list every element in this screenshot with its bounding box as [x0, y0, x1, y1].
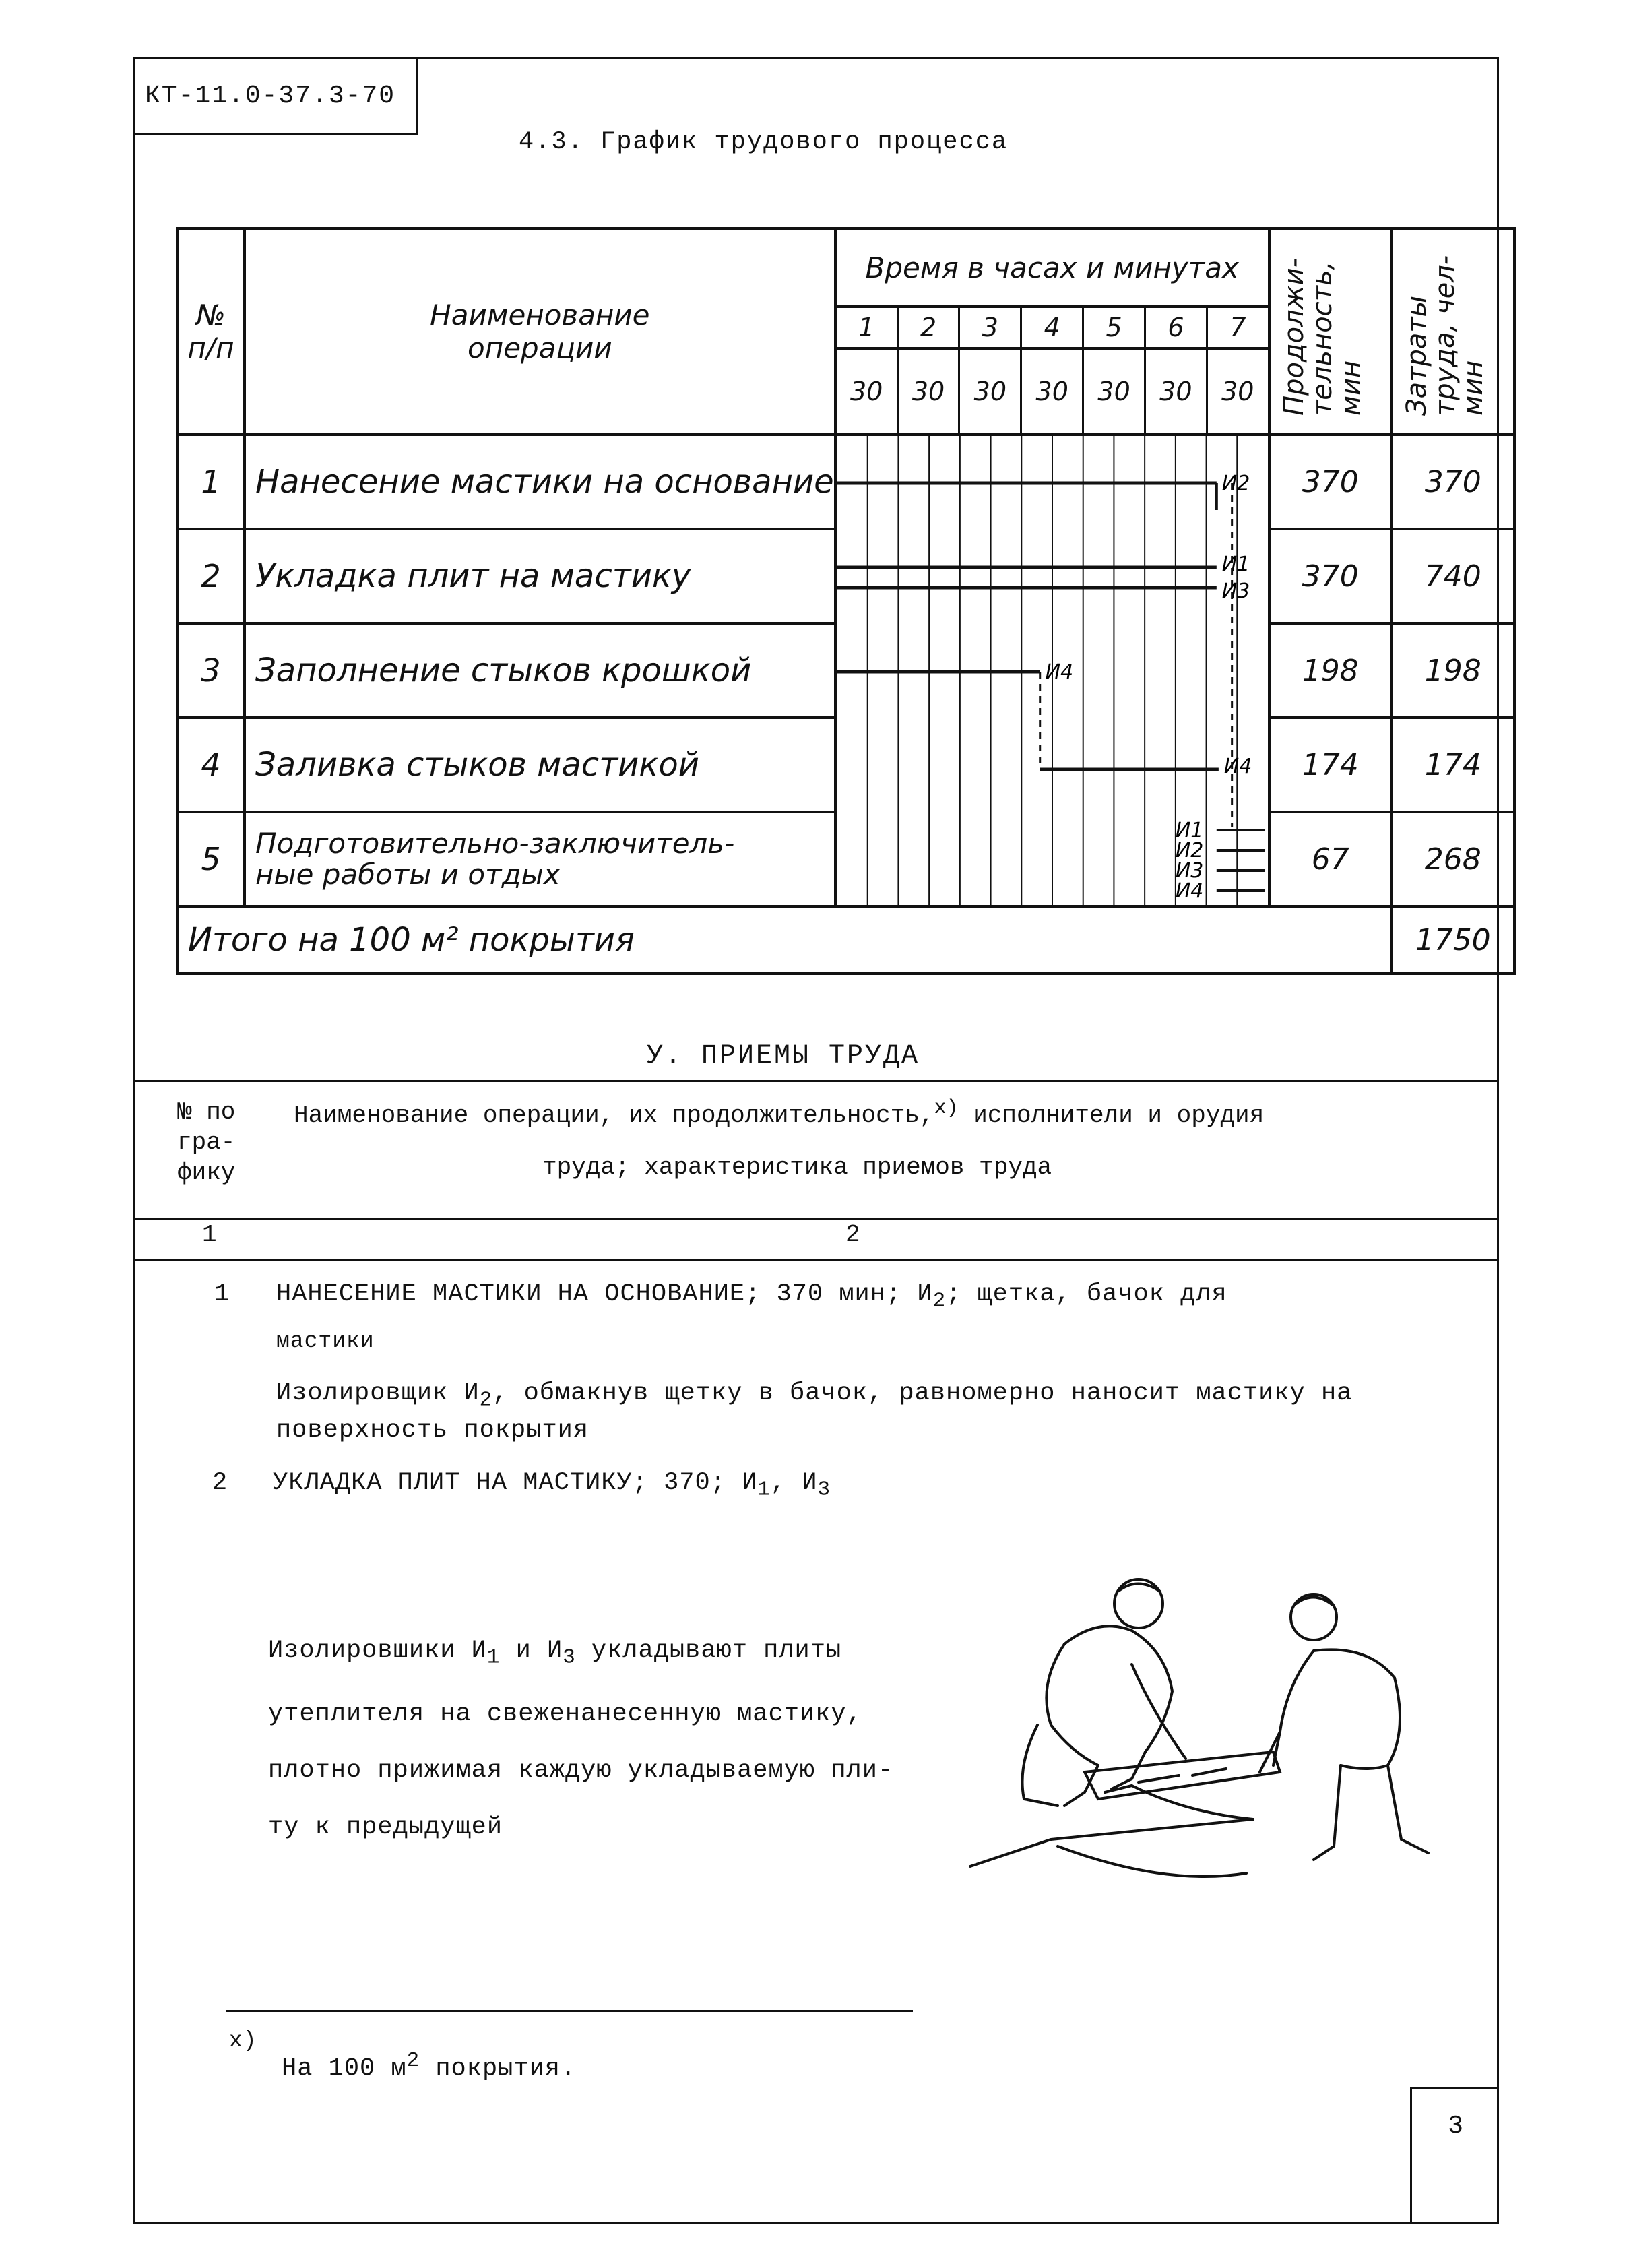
row-1-duration: 370	[1269, 435, 1392, 529]
item-2-text	[268, 1623, 893, 1856]
total-value: 1750	[1392, 906, 1514, 974]
minute-mark: 30	[1022, 350, 1084, 433]
col1-index: 1	[202, 1221, 217, 1249]
divider	[133, 1259, 1499, 1261]
gantt-worker-label: И4	[1045, 660, 1073, 684]
row-2-duration: 370	[1269, 529, 1392, 623]
item-2-text-line4: ту к предыдущей	[268, 1813, 503, 1842]
row-1-labor: 370	[1392, 435, 1514, 529]
item-1-title: НАНЕСЕНИЕ МАСТИКИ НА ОСНОВАНИЕ; 370 мин; $И_2$; щетка, бачок для	[276, 1280, 1227, 1313]
item-2-text-line3: плотно прижимая каждую укладываемую пли-	[268, 1757, 894, 1786]
hour-6: 6	[1146, 308, 1208, 347]
divider	[133, 1218, 1499, 1220]
minute-mark: 30	[1084, 350, 1146, 433]
row-2-num: 2	[177, 529, 245, 623]
col-time-header: Время в часах и минутах	[835, 228, 1269, 307]
gantt-worker-label: И1	[1221, 553, 1250, 576]
work-schedule-table	[176, 227, 1516, 975]
gantt-worker-label: И3	[1221, 579, 1250, 603]
row-3-name: Заполнение стыков крошкой	[245, 623, 835, 718]
item-1-text-cont: поверхность покрытия	[276, 1416, 589, 1445]
section-title-4-3: 4.3. График трудового процесса	[519, 128, 1009, 156]
col2-header-line2: труда; характеристика приемов труда	[542, 1154, 1052, 1181]
section-5-title: У. ПРИЕМЫ ТРУДА	[647, 1041, 920, 1071]
col1-header: № по гра-фику	[177, 1098, 236, 1187]
row-1-num: 1	[177, 435, 245, 529]
hour-3: 3	[960, 308, 1022, 347]
gantt-worker-label: И2	[1175, 839, 1204, 862]
minute-mark: 30	[899, 350, 961, 433]
hour-4: 4	[1022, 308, 1084, 347]
item-2-title: УКЛАДКА ПЛИТ НА МАСТИКУ; 370; $И_1$, $И_3$	[273, 1469, 831, 1502]
col-num-header: № п/п	[177, 228, 245, 435]
hour-2: 2	[899, 308, 961, 347]
gantt-worker-label: И3	[1175, 859, 1204, 883]
gantt-worker-label: И2	[1221, 472, 1250, 495]
item-2-num: 2	[212, 1469, 228, 1497]
minute-mark: 30	[1146, 350, 1208, 433]
total-label: Итого на 100 м² покрытия	[177, 906, 1392, 974]
minute-mark: 30	[960, 350, 1022, 433]
row-3-duration: 198	[1269, 623, 1392, 718]
col-labor-header: Затраты труда, чел-мин	[1392, 228, 1514, 435]
minute-mark: 30	[1221, 377, 1254, 406]
item-2-text-line2: утеплителя на свеженанесенную мастику,	[268, 1700, 862, 1729]
gantt-worker-label: И1	[1175, 819, 1204, 842]
page-number: 3	[1410, 2087, 1499, 2224]
row-5-name: Подготовительно-заключитель-ные работы и отдых	[245, 812, 835, 906]
divider	[133, 1080, 1499, 1082]
minute-mark: 30	[837, 350, 899, 433]
item-1-text: Изолировщик $И_2$, обмакнув щетку в бачок, равномерно наносит мастику на	[276, 1379, 1353, 1412]
hour-1: 1	[837, 308, 899, 347]
col-name-header: Наименование операции	[245, 228, 835, 435]
row-5-labor: 268	[1392, 812, 1514, 906]
row-2-labor: 740	[1392, 529, 1514, 623]
gantt-worker-label: И4	[1175, 879, 1204, 903]
row-4-labor: 174	[1392, 718, 1514, 812]
row-3-labor: 198	[1392, 623, 1514, 718]
row-5-num: 5	[177, 812, 245, 906]
item-1-num: 1	[214, 1280, 230, 1309]
document-code: КТ-11.0-37.3-70	[133, 57, 418, 135]
row-1-name: Нанесение мастики на основание	[245, 435, 835, 529]
hour-7: 7	[1229, 313, 1246, 342]
footnote-rule	[226, 2010, 913, 2012]
row-4-duration: 174	[1269, 718, 1392, 812]
row-4-num: 4	[177, 718, 245, 812]
item-2-text-line1: Изолировшики $И_1$ и $И_3$ укладывают плиты	[268, 1637, 842, 1670]
workers-illustration	[963, 1550, 1475, 1887]
row-4-name: Заливка стыков мастикой	[245, 718, 835, 812]
row-3-num: 3	[177, 623, 245, 718]
col2-index: 2	[845, 1221, 860, 1249]
minutes-row	[835, 348, 1269, 435]
gantt-worker-label: И4	[1223, 755, 1252, 778]
row-2-name: Укладка плит на мастику	[245, 529, 835, 623]
row-5-duration: 67	[1269, 812, 1392, 906]
col-duration-header: Продолжи-тельность, мин	[1269, 228, 1392, 435]
gantt-grid	[835, 435, 1269, 906]
footnote-mark: х)	[229, 2028, 257, 2053]
item-1-title-cont: мастики	[276, 1329, 375, 1354]
hours-row	[835, 307, 1269, 348]
footnote-text: На 100 $м^2$ покрытия.	[282, 2049, 577, 2083]
hour-5: 5	[1084, 308, 1146, 347]
col2-header-line1: Наименование операции, их продолжительность,$^{х)}$ исполнители и орудия	[294, 1097, 1265, 1129]
gantt-chart	[837, 436, 1268, 908]
